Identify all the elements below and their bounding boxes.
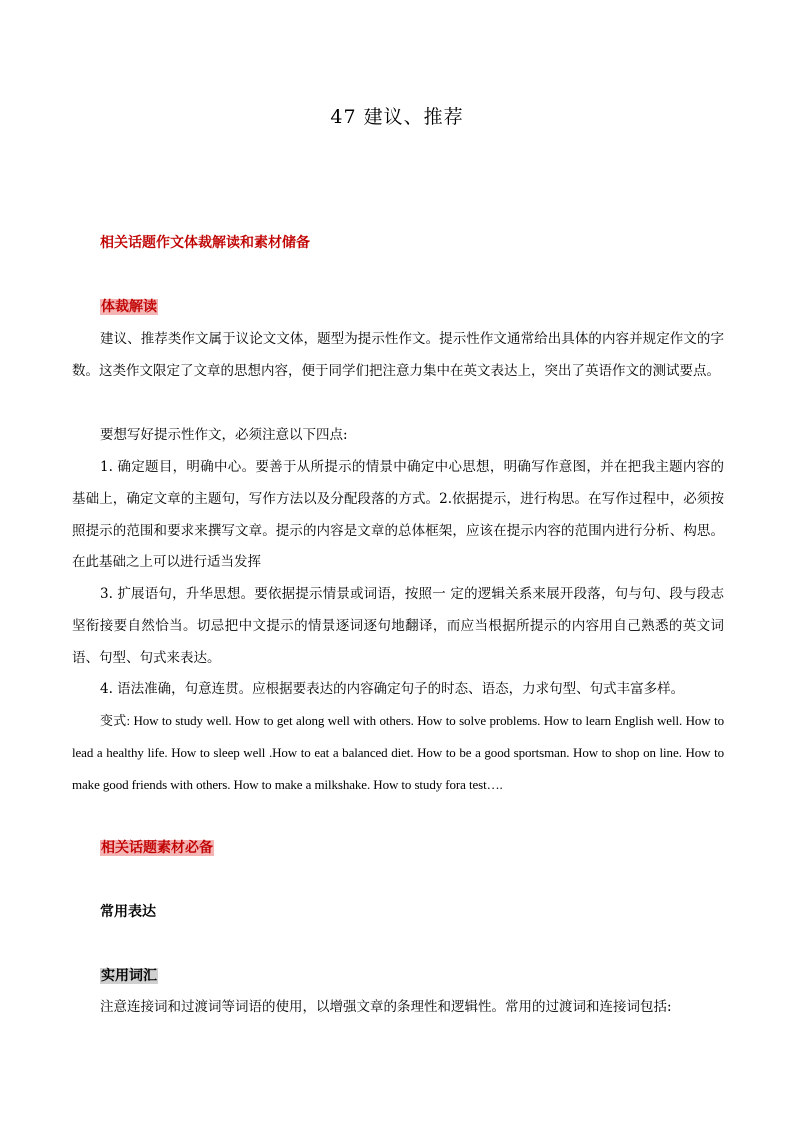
paragraph-point-3: 3. 扩展语句，升华思想。要依据提示情景或词语，按照一 定的逻辑关系来展开段落，句与句、段与段志坚衔接要自然恰当。切忌把中文提示的情景逐词逐句地翻译，而应当根据所提示的内容用自己熟悉的英文词语、句型、句式来表达。 <box>72 586 724 666</box>
paragraph-point-1-2: 1. 确定题目，明确中心。要善于从所提示的情景中确定中心思想，明确写作意图，并在把我主题内容的基础上，确定文章的主题句，写作方法以及分配段落的方式。2.依据提示，进行构思。在写作过程中，必须按照提示的范围和要求来撰写文章。提示的内容是文章的总体框架，应该在提示内容的范围内进行分析、构思。在此基础之上可以进行适当发挥 <box>72 459 724 571</box>
genre-sub-heading <box>100 297 158 317</box>
paragraph-connectives: 注意连接词和过渡词等词语的使用，以增强文章的条理性和逻辑性。常用的过渡词和连接词包括: <box>100 999 672 1015</box>
genre-section-heading: 相关话题作文体裁解读和素材储备 <box>100 235 310 251</box>
genre-sub-heading-text: 体裁解读 <box>101 299 157 315</box>
paragraph-four-points: 要想写好提示性作文，必须注意以下四点: <box>100 427 348 443</box>
paragraph-intro: 建议、推荐类作文属于议论文文体，题型为提示性作文。提示性作文通常给出具体的内容并规定作文的字数。这类作文限定了文章的思想内容，便于同学们把注意力集中在英文表达上，突出了英语作文的测试要点。 <box>72 331 724 379</box>
vocabulary-heading-text: 实用词汇 <box>101 968 157 984</box>
common-expressions-heading: 常用表达 <box>100 904 156 920</box>
material-section-heading <box>100 838 214 858</box>
paragraph-point-4: 4. 语法准确，句意连贯。应根据要表达的内容确定句子的时态、语态，力求句型、句式丰富多样。 <box>100 681 685 697</box>
material-section-heading-text: 相关话题素材必备 <box>101 840 213 856</box>
vocabulary-heading <box>100 966 158 986</box>
document-title: 47 建议、推荐 <box>330 106 464 128</box>
paragraph-variants: 变式: How to study well. How to get along well with others. How to solve problems. How to learn English well. How to lead a healthy life. How to sleep well .How to eat a balanced diet. How to be a good sportsman. How to shop on line. How to make good friends with others. How to make a milkshake. How to study fora test…. <box>72 713 724 792</box>
